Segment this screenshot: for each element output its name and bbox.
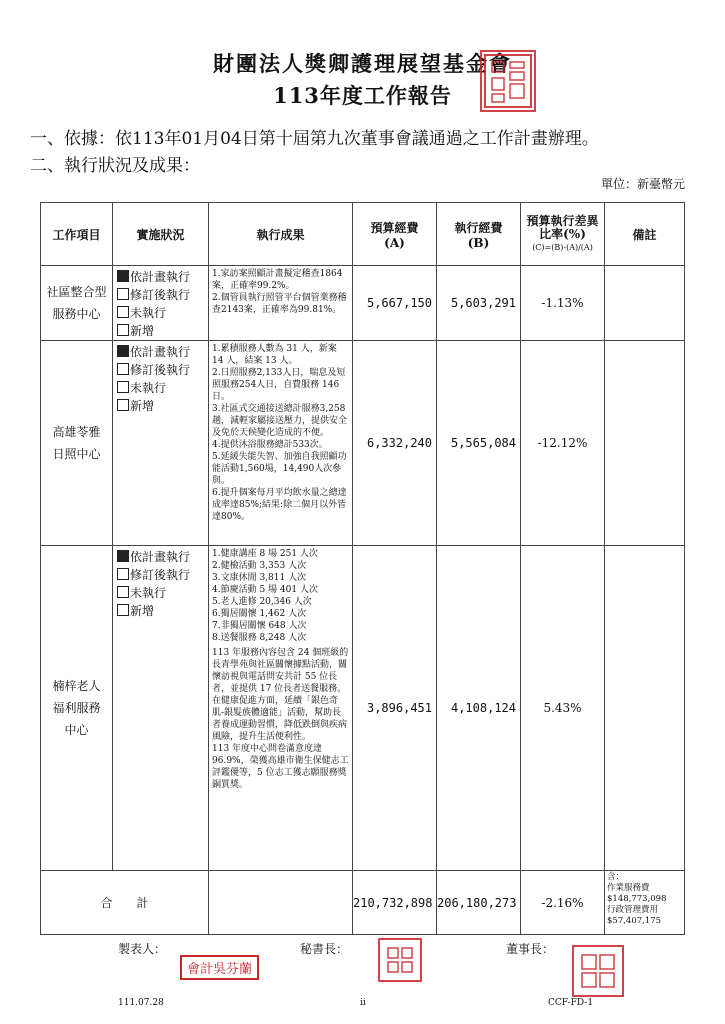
seal-pattern-icon (576, 949, 620, 993)
note-cell (605, 546, 685, 871)
header-note: 備註 (605, 203, 685, 266)
actual-value: 5,603,291 (437, 266, 521, 341)
checkbox-unchecked (117, 363, 129, 375)
item-name-cell: 楠梓老人 福利服務 中心 (41, 546, 113, 871)
work-report-table (40, 202, 685, 935)
status-cell: 依計畫執行 修訂後執行 未執行 新增 (113, 546, 209, 871)
budget-value: 3,896,451 (353, 546, 437, 871)
checkbox-unchecked (117, 586, 129, 598)
basis-line: 一、依據：依113年01月04日第十屆第九次董事會議通過之工作計畫辦理。 (30, 129, 599, 149)
diff-value: 5.43% (521, 546, 605, 871)
header-status: 實施狀況 (113, 203, 209, 266)
table-row (41, 341, 685, 546)
chairman-seal (572, 945, 624, 997)
seal-pattern-icon (484, 54, 532, 108)
footer-page: ii (360, 998, 366, 1008)
result-cell: 1.健康講座 8 場 251 人次 2.健檢活動 3,353 人次 3.文康休閒 3,811 人次 4.節慶活動 5 場 401 人次 5.老人進修 20,346 人次 6.獨居關懷 1,462 人次 7.非獨居關懷 648 人次 8.送餐服務 8,248 人次 113 年服務內容包含 24 個班級的長青學苑與社區關懷據點活動，關懷訪視與電話問安共計 55 位長者，並提供 17 位長者送餐服務。 在健康促進方面，延續「銀色奇肌-銀髮族體適能」活動，幫助長者養成運動習慣，降低跌倒與疾病風險，提升生活便利性。 113 年度中心問卷滿意度達 96.9%，榮獲高雄市衛生保健志工評鑑優等，5 位志工獲志願服務獎銅質獎。 (209, 546, 353, 871)
org-title: 財團法人獎卿護理展望基金會 (213, 51, 512, 76)
checkbox-unchecked (117, 381, 129, 393)
organization-seal (480, 50, 536, 112)
total-note-cell: 含： 作業服務費 $148,773,098 行政管理費用 $57,407,175 (605, 871, 685, 935)
seal-pattern-icon (382, 942, 418, 978)
checkbox-checked (117, 550, 129, 562)
chairman-label: 董事長： (506, 942, 555, 956)
total-diff-value: -2.16% (521, 871, 605, 935)
checkbox-unchecked (117, 324, 129, 336)
report-title: 113年度工作報告 (273, 83, 452, 108)
total-actual-value: 206,180,273 (437, 871, 521, 935)
result-cell: 1.累積服務人數為 31 人，新案 14 人，結案 13 人。 2.日照服務2,133人日，喘息及短照服務254人日，自費服務 146 日。 3.社區式交通接送總計服務3,258趟，減輕家屬接送壓力，提供安全及免於天候變化造成的不便。 4.提供沐浴服務總計533次。 5.延緩失能失智、加強自我照顧功能活動1,560場，14,490人次參與。 6.提升個案每月平均飲水量之總達成率達85%;結果:除二個月以外皆達80%。 (209, 341, 353, 546)
total-row (41, 871, 685, 935)
status-cell: 依計畫執行 修訂後執行 未執行 新增 (113, 266, 209, 341)
checkbox-checked (117, 345, 129, 357)
checkbox-unchecked (117, 288, 129, 300)
secretary-seal (378, 938, 422, 982)
header-budget: 預算經費 (A) (353, 203, 437, 266)
total-budget-value: 210,732,898 (353, 871, 437, 935)
status-heading: 二、執行狀況及成果： (30, 156, 200, 176)
header-result: 執行成果 (209, 203, 353, 266)
maker-stamp: 會計吳芬蘭 (180, 955, 259, 980)
currency-unit: 單位：新臺幣元 (600, 177, 685, 191)
status-cell: 依計畫執行 修訂後執行 未執行 新增 (113, 341, 209, 546)
note-cell (605, 266, 685, 341)
actual-value: 5,565,084 (437, 341, 521, 546)
diff-value: -12.12% (521, 341, 605, 546)
total-result-cell (209, 871, 353, 935)
header-item: 工作項目 (41, 203, 113, 266)
item-name-cell: 社區整合型 服務中心 (41, 266, 113, 341)
item-name-cell: 高雄苓雅 日照中心 (41, 341, 113, 546)
footer-code: CCF-FD-1 (548, 998, 594, 1008)
note-cell (605, 341, 685, 546)
secretary-label: 秘書長： (300, 942, 349, 956)
total-label: 合 計 (41, 871, 209, 935)
header-actual: 執行經費 (B) (437, 203, 521, 266)
checkbox-unchecked (117, 306, 129, 318)
budget-value: 6,332,240 (353, 341, 437, 546)
checkbox-unchecked (117, 568, 129, 580)
table-header-row (41, 203, 685, 266)
diff-value: -1.13% (521, 266, 605, 341)
actual-value: 4,108,124 (437, 546, 521, 871)
result-cell: 1.家訪案照顧計畫擬定稽查1864案，正確率99.2%。 2.個管員執行照管平台個管業務稽查2143案，正確率為99.81%。 (209, 266, 353, 341)
checkbox-unchecked (117, 604, 129, 616)
header-diff: 預算執行差異比率(%) (C)=(B)-(A)/(A) (521, 203, 605, 266)
table-row (41, 266, 685, 341)
checkbox-checked (117, 270, 129, 282)
maker-label: 製表人： (118, 942, 167, 956)
budget-value: 5,667,150 (353, 266, 437, 341)
table-row (41, 546, 685, 871)
footer-date: 111.07.28 (118, 998, 164, 1008)
checkbox-unchecked (117, 399, 129, 411)
